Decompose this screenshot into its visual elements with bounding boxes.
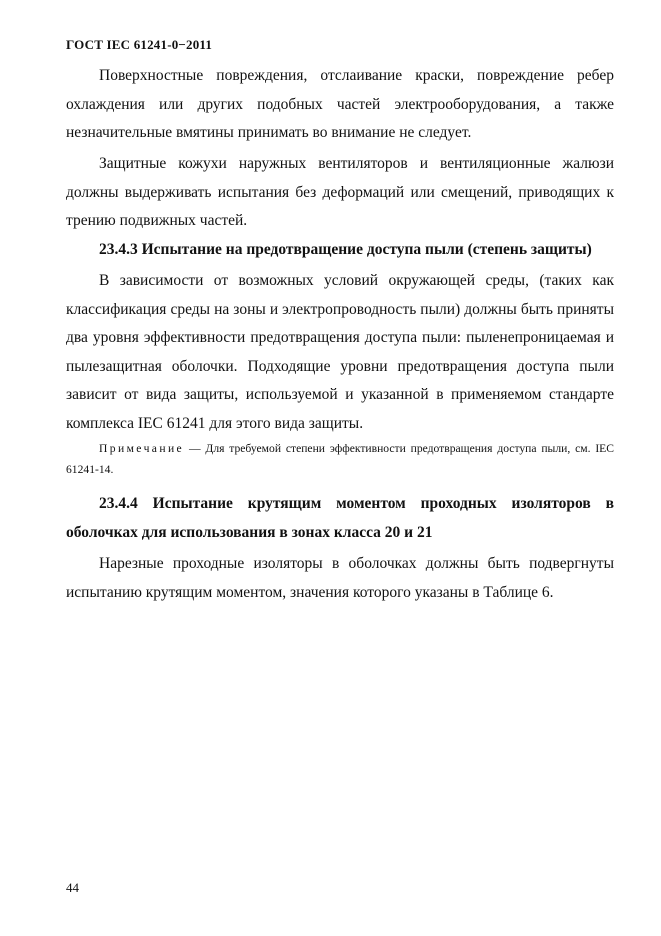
paragraph-text: Нарезные проходные изоляторы в оболочках должны быть подвергнуты испытанию крутящим моментом, значения которого указаны в Таблице 6. (66, 555, 614, 601)
note-text: Для требуемой степени эффективности предотвращения доступа пыли, см. IEC 61241-14. (66, 442, 614, 476)
paragraph-fan-covers (66, 150, 614, 236)
paragraph-text: В зависимости от возможных условий окружающей среды, (таких как классификация среды на зоны и электропроводность пыли) должны быть приняты два уровня эффективности предотвращения доступа пыли: пыленепроницаемая и пылезащитная оболочки. Подходящие уровни предотвращения доступа пыли зависит от вида защиты, используемой и указанной в применяемом стандарте комплекса IEC 61241 для этого вида защиты. (66, 272, 614, 432)
heading-text: 23.4.4 Испытание крутящим моментом проходных изоляторов в оболочках для использования в зонах класса 20 и 21 (66, 495, 614, 541)
paragraph-torque-test (66, 550, 614, 607)
paragraph-text: Защитные кожухи наружных вентиляторов и вентиляционные жалюзи должны выдерживать испытания без деформаций или смещений, приводящих к трению подвижных частей. (66, 155, 614, 230)
note-dash: — (184, 442, 206, 455)
paragraph-dust-protection (66, 267, 614, 439)
paragraph-surface-damage (66, 62, 614, 148)
section-heading-23-4-4 (66, 489, 614, 547)
note-paragraph (66, 438, 614, 480)
standard-header: ГОСТ IEC 61241-0−2011 (66, 37, 213, 52)
paragraph-text: Поверхностные повреждения, отслаивание краски, повреждение ребер охлаждения или других подобных частей электрооборудования, а также незначительные вмятины принимать во внимание не следует. (66, 67, 614, 142)
note-block (66, 438, 614, 480)
note-label: Примечание (99, 442, 185, 455)
section-heading-23-4-3: 23.4.3 Испытание на предотвращение доступа пыли (степень защиты) (99, 241, 592, 258)
page-number: 44 (66, 880, 79, 895)
